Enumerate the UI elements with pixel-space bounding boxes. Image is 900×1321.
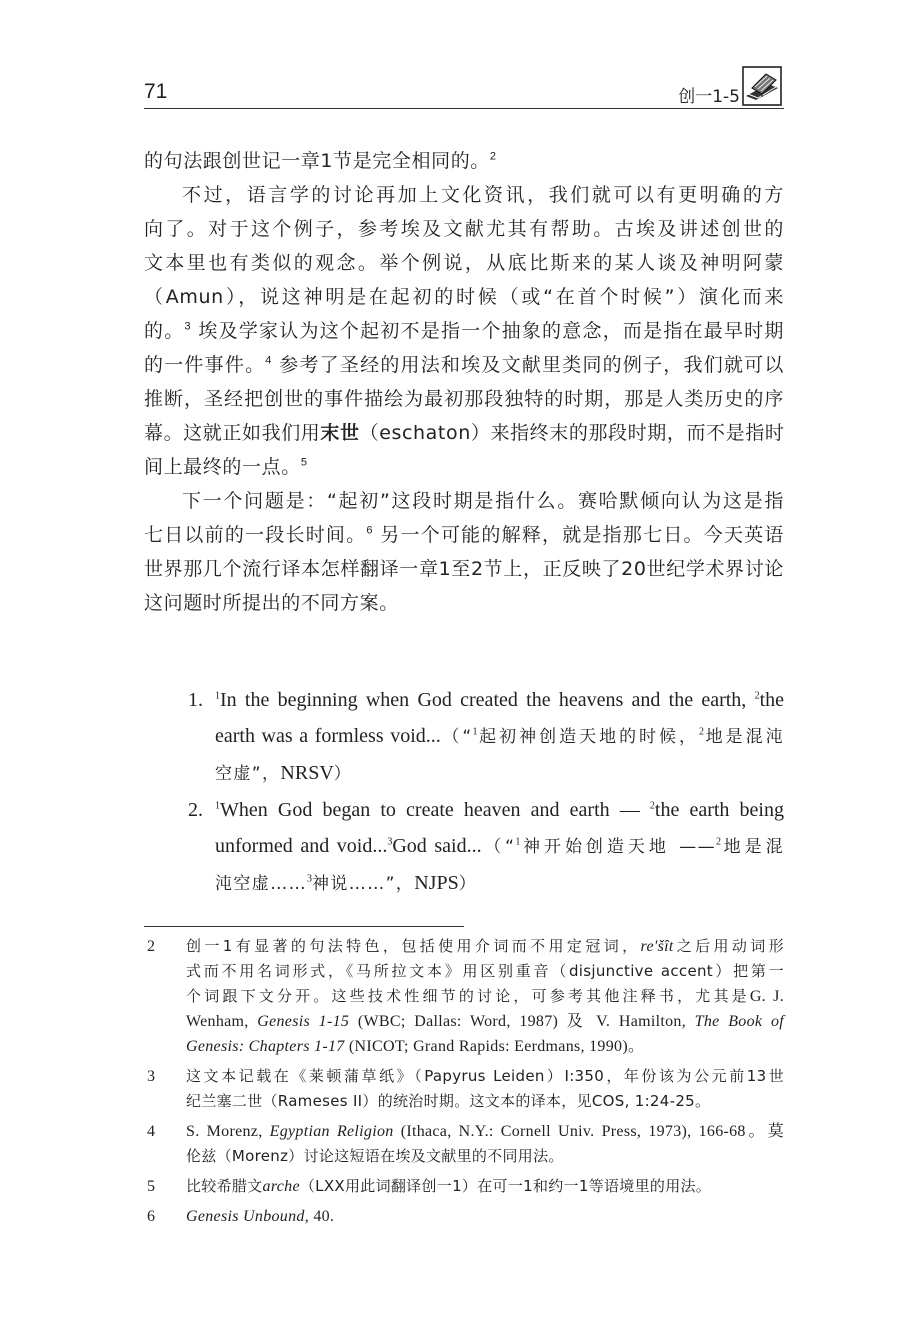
footnote-line: 创一1有显著的句法特色，包括使用介词而不用定冠词，re'šît之后用动词形	[186, 937, 784, 955]
footnote-line: 个词跟下文分开。这些技术性细节的讨论，可参考其他注释书，尤其是G. J.	[186, 987, 784, 1005]
footnote-line: 式而不用名词形式，《马所拉文本》用区别重音（disjunctive accent）把第一	[186, 962, 784, 980]
footnote	[144, 1204, 784, 1229]
footnote-rule	[144, 926, 464, 927]
footnote-line: 比较希腊文arche（LXX用此词翻译创一1）在可一1和约一1等语境里的用法。	[186, 1177, 712, 1195]
paragraph-line: 间上最终的一点。$^5$	[144, 456, 308, 478]
paragraph-line: 不过，语言学的讨论再加上文化资讯，我们就可以有更明确的方	[182, 184, 784, 206]
paragraph-line: 文本里也有类似的观念。举个例说，从底比斯来的某人谈及神明阿蒙	[144, 252, 784, 274]
list-item	[188, 792, 784, 902]
paragraph-line: 下一个问题是：“起初”这段时期是指什么。赛哈默倾向认为这是指	[182, 490, 784, 512]
footnote	[144, 1064, 784, 1114]
footnote-line: 伦兹（Morenz）讨论这短语在埃及文献里的不同用法。	[186, 1147, 564, 1165]
list-line: $^1$In the beginning when God created the heavens and the earth, $^2$the	[215, 689, 784, 711]
footnote	[144, 934, 784, 1059]
paragraph-line: 的一件事件。$^4$ 参考了圣经的用法和埃及文献里类同的例子，我们就可以	[144, 354, 784, 376]
paragraph-line: 推断，圣经把创世的事件描绘为最初那段独特的时期，那是人类历史的序	[144, 388, 784, 410]
list-line: unformed and void...$^3$God said...（“$^1$神开始创造天地 ——$^2$地是混	[215, 835, 784, 857]
header-rule	[144, 108, 784, 109]
footnote-number: 4	[147, 1123, 156, 1140]
list-line: $^1$When God began to create heaven and earth — $^2$the earth being	[215, 799, 784, 821]
footnote-line: 这文本记载在《莱顿蒲草纸》（Papyrus Leiden）I:350，年份该为公元前13世	[186, 1067, 784, 1085]
body-text	[144, 144, 784, 620]
footnote-line: Genesis: Chapters 1-17 (NICOT; Grand Rapids: Eerdmans, 1990)。	[186, 1038, 645, 1055]
footnote-line: S. Morenz, Egyptian Religion (Ithaca, N.Y.: Cornell Univ. Press, 1973), 166-68。莫	[186, 1123, 784, 1140]
paragraph-line: 世界那几个流行译本怎样翻译一章1至2节上，正反映了20世纪学术界讨论	[144, 558, 784, 580]
footnotes	[144, 934, 784, 1234]
paragraph-line: 的。$^3$ 埃及学家认为这个起初不是指一个抽象的意念，而是指在最早时期	[144, 320, 785, 342]
page-number: 71	[144, 80, 168, 103]
list-number: 2.	[188, 799, 203, 821]
translation-list	[188, 682, 784, 902]
list-number: 1.	[188, 689, 203, 711]
list-line: 沌空虚……$^3$神说……”，NJPS）	[215, 872, 478, 894]
footnote-number: 2	[147, 938, 156, 955]
footnote-number: 3	[147, 1068, 156, 1085]
open-book-icon	[742, 66, 782, 106]
list-line: earth was a formless void...（“$^1$起初神创造天地的时候，$^2$地是混沌	[215, 725, 784, 747]
footnote-line: 纪兰塞二世（Rameses II）的统治时期。这文本的译本，见COS, 1:24-25。	[186, 1092, 711, 1110]
paragraph-line: 七日以前的一段长时间。$^6$ 另一个可能的解释，就是指那七日。今天英语	[144, 524, 784, 546]
footnote-number: 6	[147, 1208, 156, 1225]
footnote-number: 5	[147, 1178, 156, 1195]
footnote-line: Genesis Unbound, 40.	[186, 1208, 335, 1225]
paragraph-line: 幕。这就正如我们用末世（eschaton）来指终末的那段时期，而不是指时	[144, 422, 785, 444]
footnote-line: Wenham, Genesis 1-15 (WBC; Dallas: Word, 1987) 及 V. Hamilton, The Book of	[186, 1013, 784, 1030]
paragraph-line: 这问题时所提出的不同方案。	[144, 592, 399, 614]
running-head: 创一1-5	[678, 87, 740, 107]
footnote	[144, 1119, 784, 1169]
footnote	[144, 1174, 784, 1199]
emphasized-term: 末世	[320, 422, 360, 444]
list-line: 空虚”，NRSV）	[215, 762, 353, 784]
list-item	[188, 682, 784, 792]
paragraph-line: （Amun），说这神明是在起初的时候（或“在首个时候”）演化而来	[144, 286, 784, 308]
paragraph-line: 的句法跟创世记一章1节是完全相同的。$^2$	[144, 150, 497, 172]
paragraph-line: 向了。对于这个例子，参考埃及文献尤其有帮助。古埃及讲述创世的	[144, 218, 784, 240]
